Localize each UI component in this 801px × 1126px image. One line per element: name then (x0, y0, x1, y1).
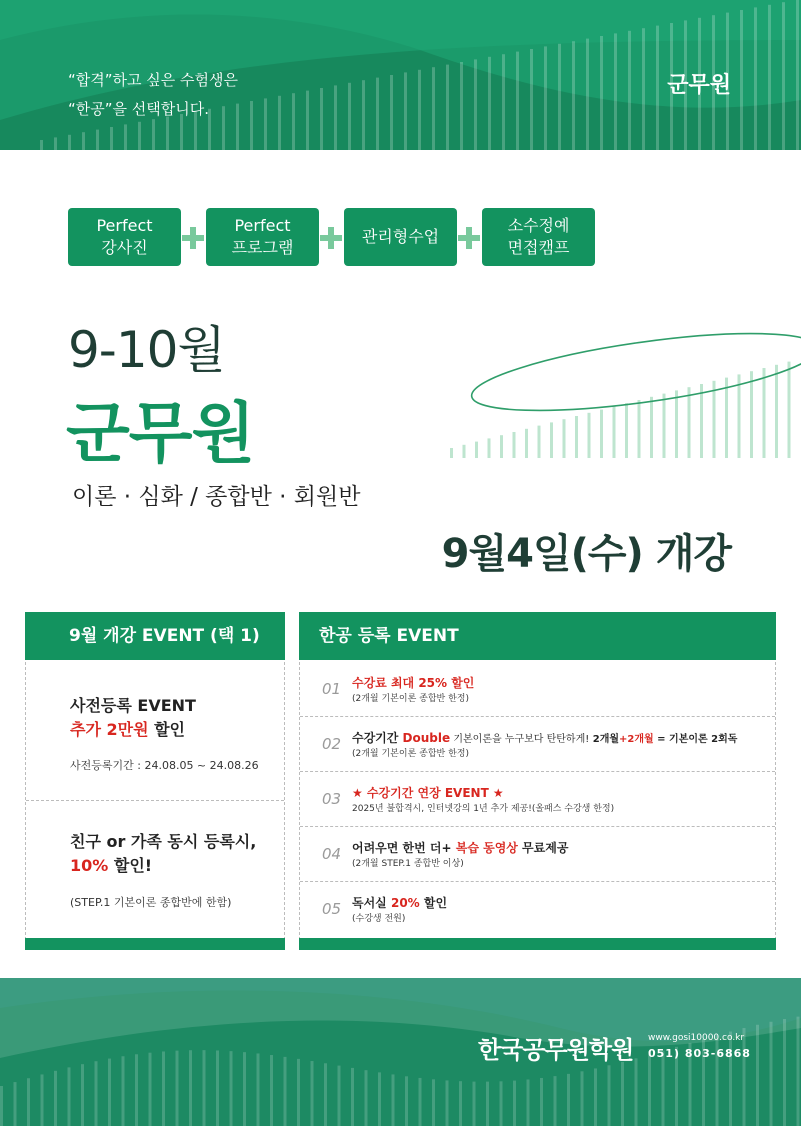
event-highlight: +2개월 (619, 734, 654, 745)
tagline-line-2: “한공”을 선택합니다. (68, 100, 209, 118)
course-period: 9-10월 (68, 321, 225, 379)
event-row-04 (300, 827, 775, 882)
event-text: 수강기간 (352, 731, 403, 745)
badge-instructors: Perfect 강사진 (68, 208, 181, 266)
event-note: (2개월 STEP.1 종합반 이상) (352, 859, 464, 869)
preregister-period: 사전등록기간 : 24.08.05 ~ 24.08.26 (70, 759, 259, 772)
friend-family-note: (STEP.1 기본이론 종합반에 한함) (70, 896, 232, 909)
preregister-title: 사전등록 EVENT (70, 696, 196, 715)
preregister-discount-suffix: 할인 (148, 720, 186, 739)
event-note: 2025년 불합격시, 인터넷강의 1년 추가 제공!(올패스 수강생 한정) (352, 804, 615, 814)
friend-family-discount-suffix: 할인! (108, 856, 153, 875)
tagline (68, 66, 238, 124)
box-footer-bar (299, 938, 776, 950)
event-title (352, 839, 568, 856)
divider (26, 800, 284, 801)
registration-event-box (299, 612, 776, 950)
tagline-line-1: “합격”하고 싶은 수험생은 (68, 71, 238, 89)
event-row-05 (300, 882, 775, 937)
event-text: 어려우면 한번 더+ (352, 841, 456, 855)
opening-event-box (25, 612, 285, 950)
event-number: 03 (322, 790, 342, 808)
event-text: 할인 (419, 896, 448, 910)
event-highlight: ★ 수강기간 연장 EVENT ★ (352, 786, 504, 800)
friend-family-event (70, 830, 256, 910)
event-title (352, 784, 504, 801)
event-highlight: 20% (390, 896, 420, 910)
academy-name: 한국공무원학원 (478, 1036, 634, 1064)
friend-family-title: 친구 or 가족 동시 등록시, (70, 832, 257, 851)
event-highlight: 복습 동영상 (455, 841, 518, 855)
decorative-ellipse-graphic (440, 330, 801, 460)
friend-family-discount (70, 854, 256, 878)
event-title (352, 729, 737, 746)
feature-badges (68, 208, 598, 268)
event-number: 05 (322, 900, 342, 918)
event-text: 기본이론을 누구보다 탄탄하게! (450, 734, 590, 745)
event-number: 02 (322, 735, 342, 753)
friend-family-discount-amount: 10% (70, 856, 109, 875)
header-brand: 군무원 (667, 73, 731, 98)
opening-date: 9월4일(수) 개강 (441, 531, 731, 577)
box-footer-bar (25, 938, 285, 950)
preregister-event (70, 694, 259, 773)
badge-interview-camp: 소수정예 면접캠프 (482, 208, 595, 266)
preregister-discount-amount: 추가 2만원 (70, 720, 149, 739)
header-banner (0, 0, 801, 150)
event-note: (수강생 전원) (352, 914, 406, 924)
page-title: 군무원 (66, 395, 255, 472)
plus-icon (458, 227, 480, 249)
registration-event-heading: 한공 등록 EVENT (299, 612, 776, 660)
preregister-discount (70, 718, 259, 742)
event-note: (2개월 기본이론 종합반 한정) (352, 749, 469, 759)
footer-banner (0, 978, 801, 1126)
event-row-01 (300, 662, 775, 717)
event-number: 04 (322, 845, 342, 863)
event-row-03 (300, 772, 775, 827)
event-text: = 기본이론 2회독 (653, 734, 738, 745)
badge-program: Perfect 프로그램 (206, 208, 319, 266)
event-highlight: Double (402, 731, 451, 745)
event-title (352, 674, 474, 691)
event-text: 독서실 (352, 896, 391, 910)
plus-icon (182, 227, 204, 249)
event-highlight: 수강료 최대 25% 할인 (352, 676, 475, 690)
event-text: 무료제공 (517, 841, 569, 855)
academy-website[interactable]: www.gosi10000.co.kr (648, 1033, 745, 1043)
event-note: (2개월 기본이론 종합반 한정) (352, 694, 469, 704)
event-text: 2개월 (589, 734, 620, 745)
course-types: 이론 · 심화 / 종합반 · 회원반 (72, 484, 361, 510)
academy-phone: 051) 803-6868 (648, 1047, 751, 1060)
opening-event-heading: 9월 개강 EVENT (택 1) (25, 612, 285, 660)
badge-managed-class: 관리형수업 (344, 208, 457, 266)
event-title (352, 894, 447, 911)
event-number: 01 (322, 680, 342, 698)
event-row-02 (300, 717, 775, 772)
plus-icon (320, 227, 342, 249)
